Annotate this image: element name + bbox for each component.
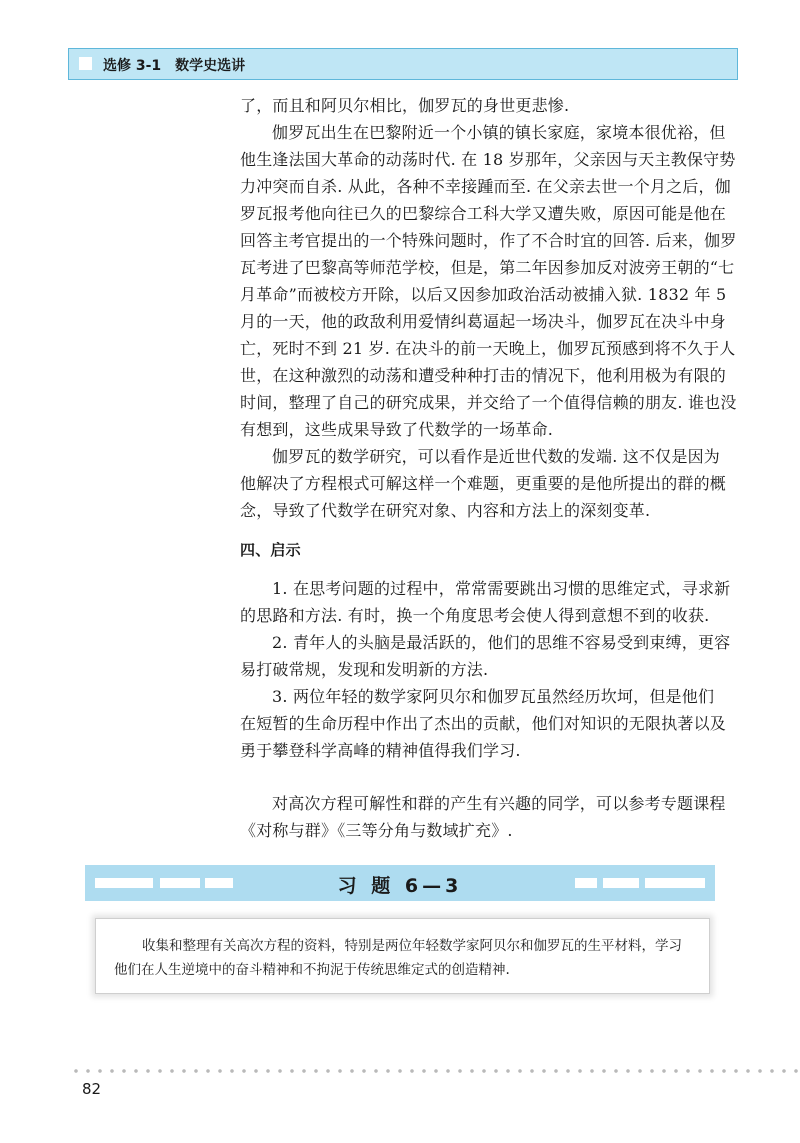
- text-line: 瓦考进了巴黎高等师范学校，但是，第二年因参加反对波旁王朝的“七: [240, 258, 735, 277]
- text-line: 亡，死时不到 21 岁. 在决斗的前一天晚上，伽罗瓦预感到将不久于人: [240, 339, 736, 358]
- exercise-title-band: [85, 865, 715, 901]
- text-line: 他解决了方程根式可解这样一个难题，更重要的是他所提出的群的概: [240, 474, 727, 493]
- exercise-line: 收集和整理有关高次方程的资料，特别是两位年轻数学家阿贝尔和伽罗瓦的生平材料，学习: [142, 938, 682, 954]
- header-chapter: 选修 3-1: [103, 58, 162, 74]
- header-square-icon: [79, 57, 92, 70]
- text-line: 在短暂的生命历程中作出了杰出的贡献，他们对知识的无限执著以及: [240, 714, 727, 733]
- text-line: 世，在这种激烈的动荡和遭受种种打击的情况下，他利用极为有限的: [240, 366, 727, 385]
- text-line: 力冲突而自杀. 从此，各种不幸接踵而至. 在父亲去世一个月之后，伽: [240, 177, 731, 196]
- text-line: 有想到，这些成果导致了代数学的一场革命.: [240, 420, 554, 439]
- running-header: [68, 48, 738, 80]
- text-line: 了，而且和阿贝尔相比，伽罗瓦的身世更悲惨.: [240, 96, 570, 115]
- text-line: 3. 两位年轻的数学家阿贝尔和伽罗瓦虽然经历坎坷，但是他们: [272, 687, 715, 706]
- text-line: 月的一天，他的政敌利用爱情纠葛逼起一场决斗，伽罗瓦在决斗中身: [240, 312, 727, 331]
- header-title: [103, 55, 245, 75]
- text-line: 月革命”而被校方开除，以后又因参加政治活动被捕入狱. 1832 年 5: [240, 285, 727, 304]
- text-line: 《对称与群》《三等分角与数域扩充》.: [240, 821, 513, 840]
- text-line: 伽罗瓦的数学研究，可以看作是近世代数的发端. 这不仅是因为: [272, 447, 720, 466]
- text-line: 2. 青年人的头脑是最活跃的，他们的思维不容易受到束缚，更容: [272, 633, 731, 652]
- footer-dotted-rule: [70, 1068, 800, 1074]
- text-line: 回答主考官提出的一个特殊问题时，作了不合时宜的回答. 后来，伽罗: [240, 231, 737, 250]
- text-line: 伽罗瓦出生在巴黎附近一个小镇的镇长家庭，家境本很优裕，但: [272, 123, 726, 142]
- text-line: 念，导致了代数学在研究对象、内容和方法上的深刻变革.: [240, 501, 651, 520]
- text-line: 的思路和方法. 有时，换一个角度思考会使人得到意想不到的收获.: [240, 606, 710, 625]
- text-line: 对高次方程可解性和群的产生有兴趣的同学，可以参考专题课程: [272, 794, 726, 813]
- text-line: 他生逢法国大革命的动荡时代. 在 18 岁那年，父亲因与天主教保守势: [240, 150, 736, 169]
- text-line: 罗瓦报考他向往已久的巴黎综合工科大学又遭失败，原因可能是他在: [240, 204, 727, 223]
- page-number: 82: [82, 1080, 102, 1098]
- text-line: 易打破常规，发现和发明新的方法.: [240, 660, 489, 679]
- exercise-box: [95, 918, 710, 994]
- header-book-title: 数学史选讲: [175, 58, 246, 74]
- text-line: 1. 在思考问题的过程中，常常需要跳出习惯的思维定式，寻求新: [272, 579, 731, 598]
- section-heading: 四、启示: [240, 541, 301, 559]
- text-line: 时间，整理了自己的研究成果，并交给了一个值得信赖的朋友. 谁也没: [240, 393, 737, 412]
- text-line: 勇于攀登科学高峰的精神值得我们学习.: [240, 741, 521, 760]
- exercise-line: 他们在人生逆境中的奋斗精神和不拘泥于传统思维定式的创造精神.: [114, 962, 510, 978]
- exercise-title: 习 题 6—3: [337, 875, 463, 897]
